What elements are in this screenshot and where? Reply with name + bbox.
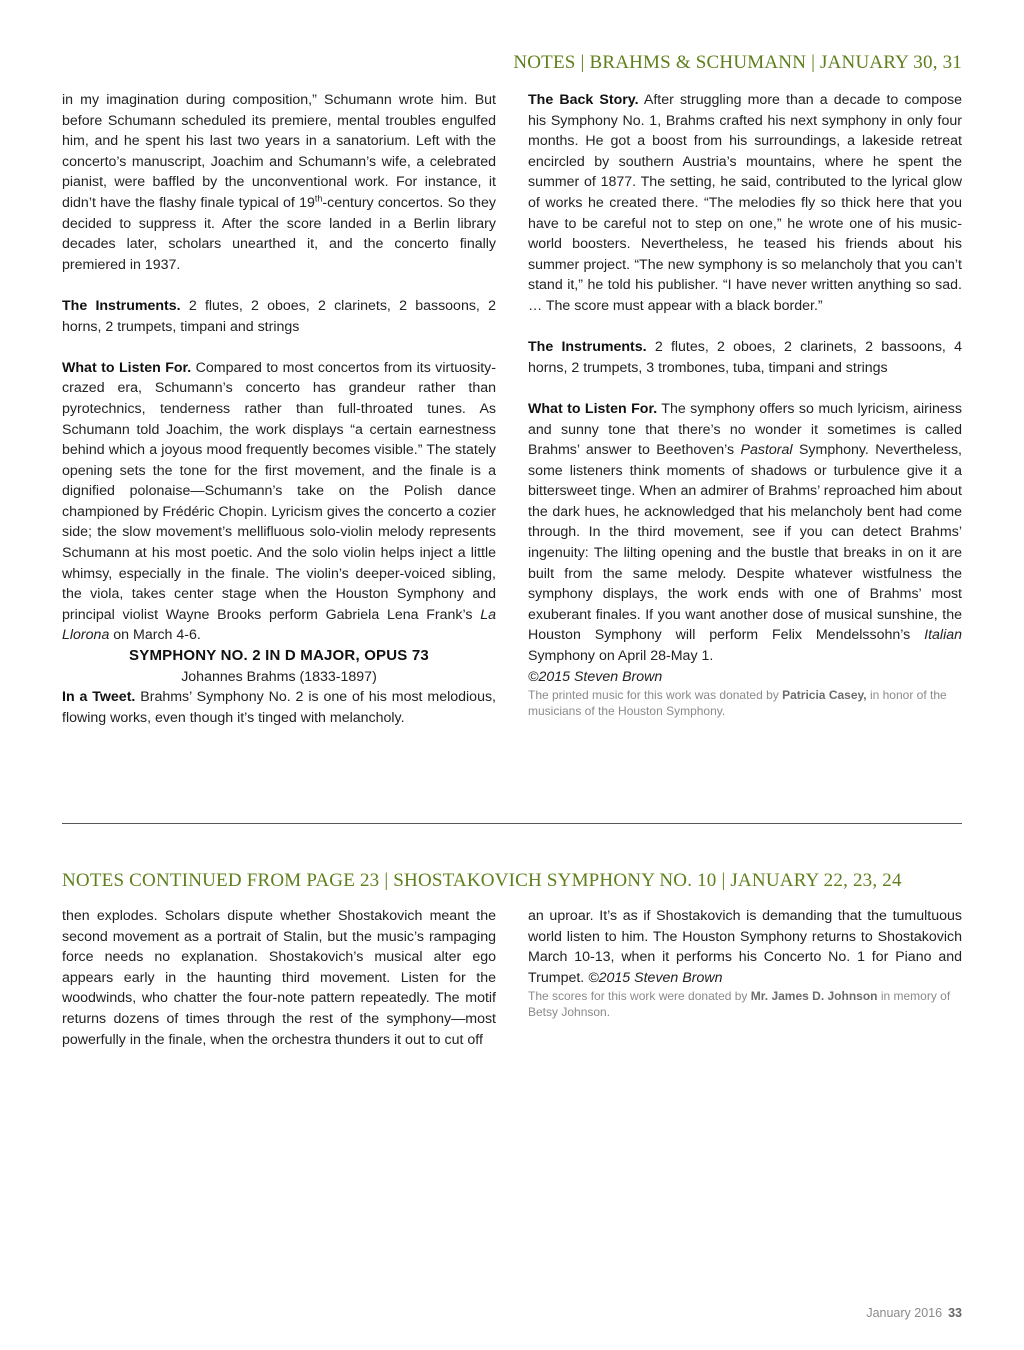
section-label: The Back Story. (528, 92, 639, 108)
copyright-line: ©2015 Steven Brown (588, 969, 723, 986)
composer-line: Johannes Brahms (1833-1897) (181, 668, 377, 685)
section-label: The Instruments. (528, 339, 647, 356)
copyright-line: ©2015 Steven Brown (528, 668, 663, 685)
work-title: Pastoral (740, 442, 793, 459)
donor-credit (528, 988, 962, 1020)
running-header: NOTES | BRAHMS & SCHUMANN | JANUARY 30, 31 (513, 52, 962, 73)
paragraph (528, 906, 962, 988)
text-run: 2 flutes, 2 oboes, 2 clarinets, 2 bassoons, 4 horns, 2 trumpets, 3 trombones, tuba, timpani and strings (528, 339, 962, 376)
back-story-paragraph (528, 90, 962, 317)
text-run: The printed music for this work was donated by (528, 688, 783, 703)
text-run: Symphony on April 28-May 1. (528, 648, 714, 665)
listen-paragraph (62, 358, 496, 646)
paragraph (62, 90, 496, 275)
text-run: Brahms’ Symphony No. 2 is one of his most melodious, flowing works, even though it’s tinged with melancholy. (62, 689, 496, 726)
page-number: 33 (948, 1306, 962, 1320)
tweet-paragraph (62, 687, 496, 728)
donor-name: Mr. James D. Johnson (750, 989, 878, 1004)
text-run: Symphony. Nevertheless, some listeners think moments of shadows or turbulence give it a bittersweet tinge. When an admirer of Brahms’ reproached him about the dark hues, he acknowledged that his melancholy bent had come through. In the third movement, see if you can detect Brahms’ ingenuity: The lilting opening and the bustle that breaks in on it are built from the same melody. Despite whatever wistfulness the symphony displays, the work ends with one of Brahms’ most exuberant finales. If you want another dose of musical sunshine, the Houston Symphony will perform Felix Mendelssohn’s (528, 442, 962, 644)
work-title: La Llorona (62, 606, 496, 644)
left-column (62, 90, 496, 728)
section-label: What to Listen For. (528, 400, 658, 417)
text-run: on March 4-6. (109, 627, 201, 644)
instruments-paragraph (62, 296, 496, 337)
text-run: The scores for this work were donated by (528, 989, 751, 1004)
page-folio (866, 1306, 962, 1320)
donor-credit (528, 687, 962, 719)
continued-header: NOTES CONTINUED FROM PAGE 23 | SHOSTAKOVICH SYMPHONY NO. 10 | JANUARY 22, 23, 24 (62, 870, 902, 891)
superscript: th (314, 193, 323, 204)
text-run: -century concertos. So they decided to suppress it. After the score landed in a Berlin library decades later, scholars unearthed it, and the concerto finally premiered in 1937. (62, 194, 496, 273)
instruments-paragraph (528, 337, 962, 378)
bottom-right-column (528, 906, 962, 1020)
text-run: in memory of Betsy Johnson. (528, 989, 951, 1020)
section-label: In a Tweet. (62, 689, 136, 706)
text-run: an uproar. It’s as if Shostakovich is demanding that the tumultuous world listen to him. The Houston Symphony returns to Shostakovich March 10-13, when it performs his Concerto No. 1 for Piano and Trumpet. (528, 908, 962, 986)
section-divider (62, 823, 962, 824)
text-run: in my imagination during composition,” Schumann wrote him. But before Schumann scheduled its premiere, mental troubles engulfed him, and he spent his last two years in a sanatorium. Left with the concerto’s manuscript, Joachim and Schumann’s wife, a celebrated pianist, were baffled by the unconventional work. For instance, it didn’t have the flashy finale typical of 19 (62, 92, 496, 211)
text-run: Compared to most concertos from its virtuosity-crazed era, Schumann’s concerto has grandeur rather than pyrotechnics, tenderness rather than full-throated tunes. As Schumann told Joachim, the work displays “a certain earnestness behind which a joyous mood frequently becomes visible.” The stately opening sets the tone for the first movement, and the finale is a dignified polonaise—Schumann’s take on the Polish dance championed by Frédéric Chopin. Lyricism gives the concerto a cozier side; the slow movement’s mellifluous solo-violin melody represents Schumann at his most poetic. And the solo violin helps inject a little whimsy, especially in the finale. The violin’s deeper-voiced sibling, the viola, takes center stage when the Houston Symphony and principal violist Wayne Brooks perform Gabriela Lena Frank’s (62, 359, 496, 623)
text-run: The symphony offers so much lyricism, airiness and sunny tone that there’s no wonder it sometimes is called Brahms’ answer to Beethoven’s (528, 400, 962, 459)
right-column (528, 90, 962, 719)
section-label: The Instruments. (62, 297, 181, 314)
donor-name: Patricia Casey, (782, 688, 867, 703)
listen-paragraph (528, 399, 962, 667)
section-label: What to Listen For. (62, 359, 192, 376)
work-title: Italian (924, 627, 962, 644)
issue-date: January 2016 (866, 1306, 943, 1320)
bottom-left-column (62, 906, 496, 1050)
text-run: 2 flutes, 2 oboes, 2 clarinets, 2 bassoons, 2 horns, 2 trumpets, timpani and strings (62, 297, 496, 335)
text-run: in honor of the musicians of the Houston Symphony. (528, 688, 947, 719)
symphony-title: SYMPHONY NO. 2 IN D MAJOR, OPUS 73 (129, 647, 429, 665)
paragraph: then explodes. Scholars dispute whether Shostakovich meant the second movement as a portrait of Stalin, but the music’s rampaging force needs no explanation. Shostakovich’s musical alter ego appears early in the haunting third movement. Listen for the woodwinds, who chatter the four-note pattern repeatedly. The motif returns dozens of times through the rest of the symphony—most powerfully in the finale, when the orchestra thunders it out to cut off (62, 908, 496, 1048)
text-run: After struggling more than a decade to compose his Symphony No. 1, Brahms crafted his next symphony in only four months. He got a boost from his surroundings, a lakeside retreat encircled by southern Austria’s mountains, where he spent the summer of 1877. The setting, he said, contributed to the lyrical glow of works he created there. “The melodies fly so thick here that you have to be careful not to step on one,” he wrote one of his music-world boosters. Nevertheless, he teased his friends about his summer project. “The new symphony is so melancholy that you can’t stand it,” he told his publisher. “I have never written anything so sad. … The score must appear with a black border.” (528, 92, 962, 314)
